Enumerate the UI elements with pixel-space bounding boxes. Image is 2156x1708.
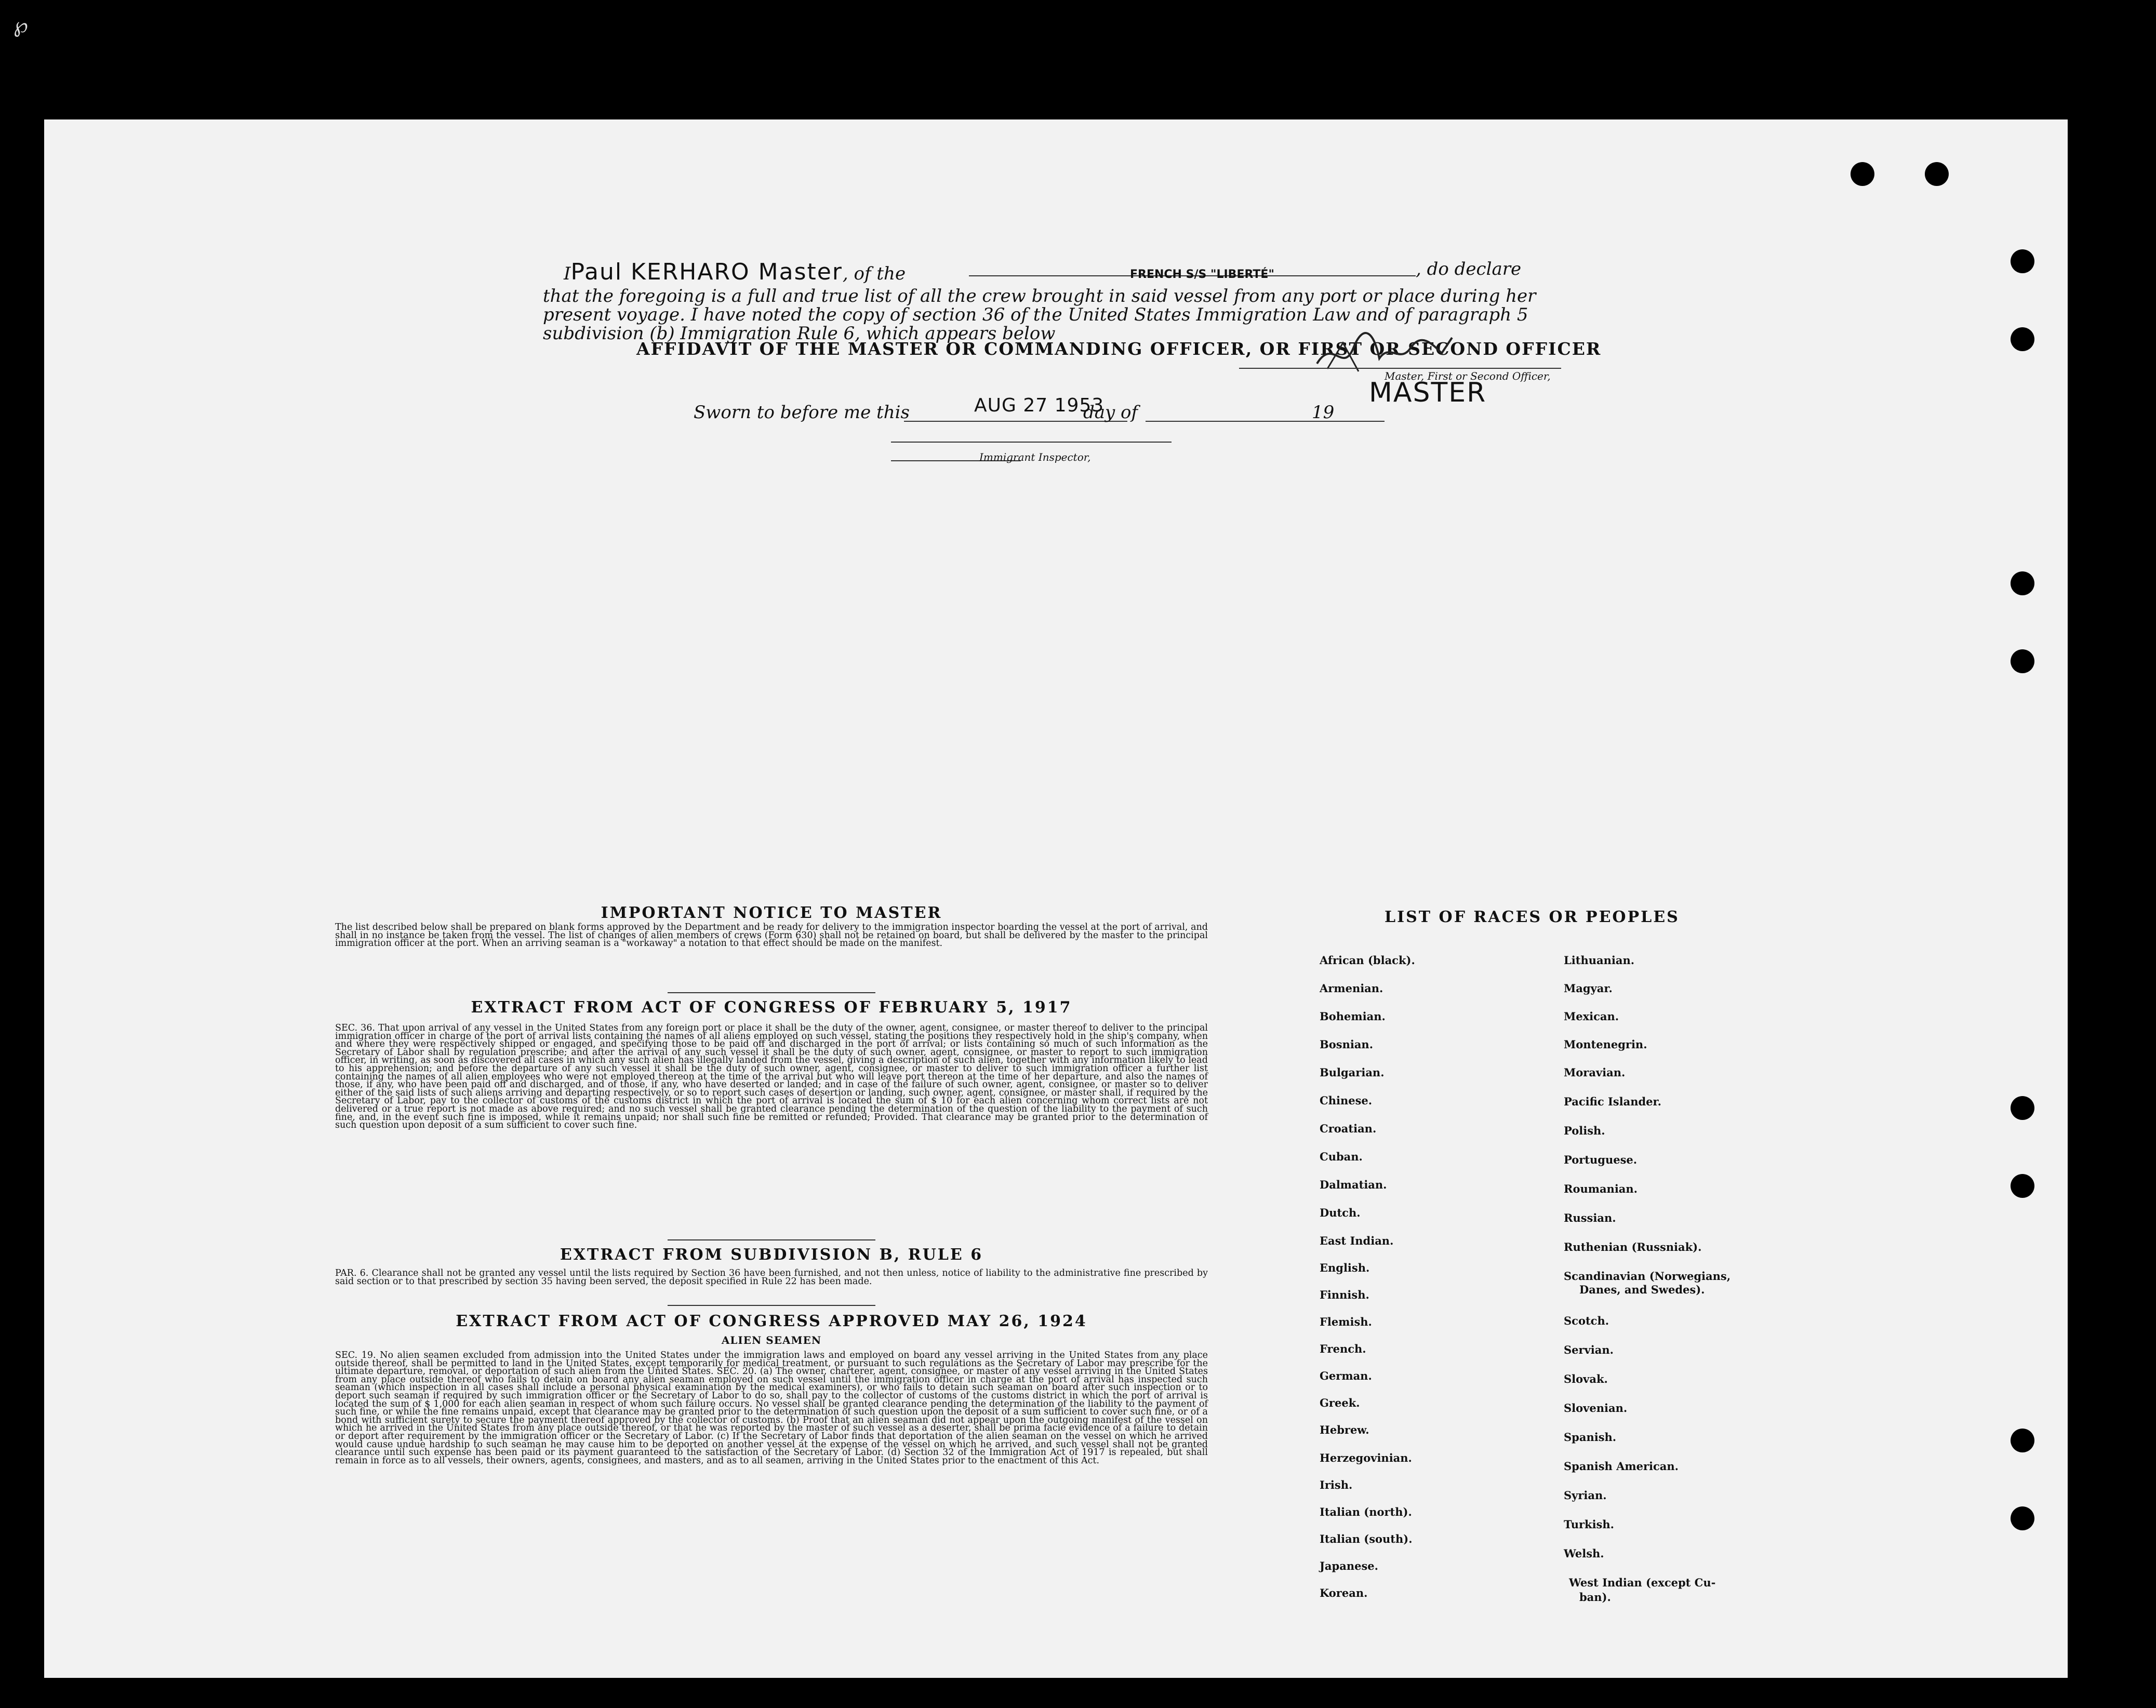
race-item: Bulgarian.: [1320, 1066, 1385, 1079]
punch-hole-4: [2011, 327, 2034, 351]
race-item: Magyar.: [1564, 982, 1613, 995]
race-item: Welsh.: [1564, 1547, 1604, 1560]
race-item: Russian.: [1564, 1211, 1616, 1224]
extract-1924-body: SEC. 19. No alien seamen excluded from admission into the United States under the immigration laws and employed on board any vessel arriving in the United States from any place outside thereof, shall be permitted to land in the United States, except temporarily for medical treatment, or pursuant to such regulations as the Secretary of Labor may prescribe for the ultimate departure, removal, or deportation of such alien from the United States. SEC. 20. (a) The owner, charterer, agent, consignee, or master of any vessel arriving in the United States from any place outside thereof who fails to detain on board any alien seaman employed on such vessel until the immigration officer in charge at the port of arrival has inspected such seaman (which inspection in all cases shall include a personal physical examination by the medical examiners), or who fails to detain such seaman on board after such inspection or to deport such seaman if required by such immigration officer or the Secretary of Labor to do so, shall pay to the collector of customs of the customs district in which the port of arrival is located the sum of $ 1,000 for each alien seaman in respect of whom such failure occurs. No vessel shall be granted clearance pending the determination of the liability to the payment of such fine, or while the fine remains unpaid, except that clearance may be granted prior to the determination of such question upon the deposit of a sum sufficient to cover such fine, or of a bond with sufficient surety to secure the payment thereof approved by the collector of customs. (b) Proof that an alien seaman did not appear upon the outgoing manifest of the vessel on which he arrived in the United States from any place outside thereof, or that he was reported by the master of such vessel as a deserter, shall be prima facie evidence of a failure to detain or deport after requirement by the immigration officer or the Secretary of Labor. (c) If the Secretary of Labor finds that deportation of the alien seaman on the vessel on which he arrived would cause undue hardship to such seaman he may cause him to be deported on another vessel at the expense of the vessel on which he arrived, and such vessel shall not be granted clearance until such expense has been paid or its payment guaranteed to the satisfaction of the Secretary of Labor. (d) Section 32 of the Immigration Act of 1917 is repealed, but shall remain in force as to all vessels, their owners, agents, consignees, and masters, and as to all seamen, arriving in the United States prior to the enactment of this Act.: [335, 1350, 1208, 1466]
race-item: Roumanian.: [1564, 1182, 1638, 1195]
punch-hole-1: [1851, 162, 1874, 186]
race-item: Slovenian.: [1564, 1402, 1628, 1415]
race-item: Italian (south).: [1320, 1532, 1413, 1545]
notice-title: IMPORTANT NOTICE TO MASTER: [601, 904, 942, 922]
race-item: Armenian.: [1320, 982, 1383, 995]
race-item: Herzegovinian.: [1320, 1451, 1412, 1464]
punch-hole-6: [2011, 649, 2034, 673]
punch-hole-5: [2011, 571, 2034, 595]
race-item: Servian.: [1564, 1343, 1614, 1356]
extract-rule6-title: EXTRACT FROM SUBDIVISION B, RULE 6: [560, 1246, 983, 1264]
punch-hole-8: [2011, 1174, 2034, 1198]
race-item: Slovak.: [1564, 1372, 1608, 1385]
race-item: French.: [1320, 1342, 1366, 1355]
affidavit-title: AFFIDAVIT OF THE MASTER OR COMMANDING OFFICER, OR FIRST OR SECOND OFFICER: [636, 339, 1602, 359]
race-item: Montenegrin.: [1564, 1038, 1647, 1051]
race-item: Pacific Islander.: [1564, 1095, 1661, 1108]
race-item: Italian (north).: [1320, 1505, 1412, 1518]
master-stamp: MASTER: [1369, 377, 1487, 408]
sworn-date: AUG 27 1953: [974, 395, 1104, 416]
race-item: Korean.: [1320, 1586, 1368, 1599]
race-item: Ruthenian (Russniak).: [1564, 1240, 1702, 1253]
affidavit-line-2: that the foregoing is a full and true list of all the crew brought in said vessel from any port or place during her: [543, 286, 1536, 306]
extract-rule6-body: PAR. 6. Clearance shall not be granted any vessel until the lists required by Section 36 have been furnished, and not then unless, notice of liability to the administrative fine prescribed by said section or to that prescribed by section 35 having been served, the deposit specified in Rule 22 has been made.: [335, 1268, 1208, 1287]
race-item: Moravian.: [1564, 1066, 1626, 1079]
notice-body: The list described below shall be prepared on blank forms approved by the Department and be ready for delivery to the immigration inspector boarding the vessel at the port of arrival, and shall in no instance be taken from the vessel. The list of changes of alien members of crews (Form 630) shall not be retained on board, but shall be delivered by the master to the principal immigration officer at the port. When an arriving seaman is a "workaway" a notation to that effect should be made on the manifest.: [335, 922, 1208, 949]
race-item: Dutch.: [1320, 1206, 1361, 1219]
day-of-text: day of: [1083, 402, 1138, 423]
punch-hole-9: [2011, 1429, 2034, 1452]
race-item: Irish.: [1320, 1478, 1353, 1491]
sworn-prefix: Sworn to before me this: [694, 402, 910, 423]
signature-line: [1239, 368, 1561, 369]
document-page: [44, 119, 2068, 1678]
race-item: Spanish.: [1564, 1431, 1617, 1444]
do-declare-text: , do declare: [1416, 259, 1522, 279]
inspector-caption: Immigrant Inspector,: [979, 451, 1091, 463]
race-item: African (black).: [1320, 954, 1415, 967]
film-corner-mark: ℘: [14, 14, 28, 37]
race-item: Turkish.: [1564, 1518, 1614, 1531]
race-item: German.: [1320, 1369, 1372, 1382]
race-item: Scotch.: [1564, 1314, 1609, 1327]
punch-hole-7: [2011, 1096, 2034, 1120]
year-line: [1333, 421, 1385, 422]
of-the-text: , of the: [842, 263, 906, 284]
race-item: Chinese.: [1320, 1094, 1373, 1107]
inspector-top-line: [891, 442, 1172, 443]
extract-1917-title: EXTRACT FROM ACT OF CONGRESS OF FEBRUARY 5, 1917: [471, 998, 1072, 1017]
race-item: Greek.: [1320, 1396, 1360, 1409]
race-item: Scandinavian (Norwegians,: [1564, 1270, 1731, 1283]
extract-1924-title: EXTRACT FROM ACT OF CONGRESS APPROVED MAY 26, 1924: [456, 1312, 1087, 1330]
race-item: Syrian.: [1564, 1489, 1607, 1502]
race-item: Polish.: [1564, 1124, 1605, 1137]
race-item: Flemish.: [1320, 1315, 1372, 1328]
affidavit-line-1: [564, 259, 906, 285]
race-item: Portuguese.: [1564, 1153, 1638, 1166]
races-title: LIST OF RACES OR PEOPLES: [1385, 908, 1680, 926]
race-item: Cuban.: [1320, 1150, 1363, 1163]
race-item: Danes, and Swedes).: [1579, 1283, 1705, 1296]
extract-1924-subtitle: ALIEN SEAMEN: [721, 1334, 822, 1346]
race-item: Croatian.: [1320, 1122, 1377, 1135]
race-item: Japanese.: [1320, 1559, 1378, 1572]
race-item: Dalmatian.: [1320, 1178, 1387, 1191]
punch-hole-3: [2011, 249, 2034, 273]
extract-rule6-divider: [668, 1305, 875, 1306]
race-item: West Indian (except Cu-: [1569, 1576, 1716, 1589]
signature-caption: Master, First or Second Officer,: [1385, 370, 1551, 382]
race-item: Hebrew.: [1320, 1423, 1369, 1436]
race-item: Finnish.: [1320, 1288, 1369, 1301]
race-item: English.: [1320, 1261, 1370, 1274]
race-item: ban).: [1579, 1591, 1611, 1604]
year-prefix: 19: [1312, 402, 1335, 423]
race-item: Mexican.: [1564, 1010, 1619, 1023]
i-prefix: I: [564, 263, 571, 284]
race-item: East Indian.: [1320, 1234, 1394, 1247]
affidavit-line-3: present voyage. I have noted the copy of section 36 of the United States Immigration Law and of paragraph 5: [543, 304, 1528, 325]
extract-1917-divider: [668, 1239, 875, 1240]
race-item: Bohemian.: [1320, 1010, 1386, 1023]
vessel-name: FRENCH S/S "LIBERTÉ": [1130, 268, 1274, 281]
affidavit-line-4: subdivision (b) Immigration Rule 6, which appears below: [543, 323, 1056, 344]
extract-1917-body: SEC. 36. That upon arrival of any vessel in the United States from any foreign port or place it shall be the duty of the owner, agent, consignee, or master thereof to deliver to the principal immigration officer in charge of the port of arrival lists containing the names of all aliens employed on such vessel, stating the positions they respectively hold in the ship's company, when and where they were respectively shipped or engaged, and specifying those to be paid off and discharged in the port of arrival; or lists containing so much of such information as the Secretary of Labor shall by regulation prescribe; and after the arrival of any such vessel it shall be the duty of such owner, agent, consignee, or master to report to such immigration officer, in writing, as soon as discovered all cases in which any such alien has illegally landed from the vessel, giving a description of such alien, together with any information likely to lead to his apprehension; and before the departure of any such vessel it shall be the duty of such owner, agent, consignee, or master to deliver to such immigration officer a further list containing the names of all alien employees who were not employed thereon at the time of the arrival but who will leave port thereon at the time of her departure, and also the names of those, if any, who have been paid off and discharged, and of those, if any, who have deserted or landed; and in case of the failure of such owner, agent, consignee, or master so to deliver either of the said lists of such aliens arriving and departing respectively, or so to report such cases of desertion or landing, such owner, agent, consignee, or master shall, if required by the Secretary of Labor, pay to the collector of customs of the customs district in which the port of arrival is located the sum of $ 10 for each alien concerning whom correct lists are not delivered or a true report is not made as above required; and no such vessel shall be granted clearance pending the determination of the question of the liability to the payment of such fine, and, in the event such fine is imposed, while it remains unpaid; nor shall such fine be remitted or refunded; Provided. That clearance may be granted prior to the determination of such question upon deposit of a sum sufficient to cover such fine.: [335, 1023, 1208, 1131]
race-item: Spanish American.: [1564, 1460, 1679, 1473]
master-name: Paul KERHARO Master: [570, 259, 843, 285]
notice-divider: [668, 992, 875, 993]
race-item: Bosnian.: [1320, 1038, 1374, 1051]
race-item: Lithuanian.: [1564, 954, 1635, 967]
punch-hole-2: [1925, 162, 1949, 186]
punch-hole-10: [2011, 1506, 2034, 1530]
